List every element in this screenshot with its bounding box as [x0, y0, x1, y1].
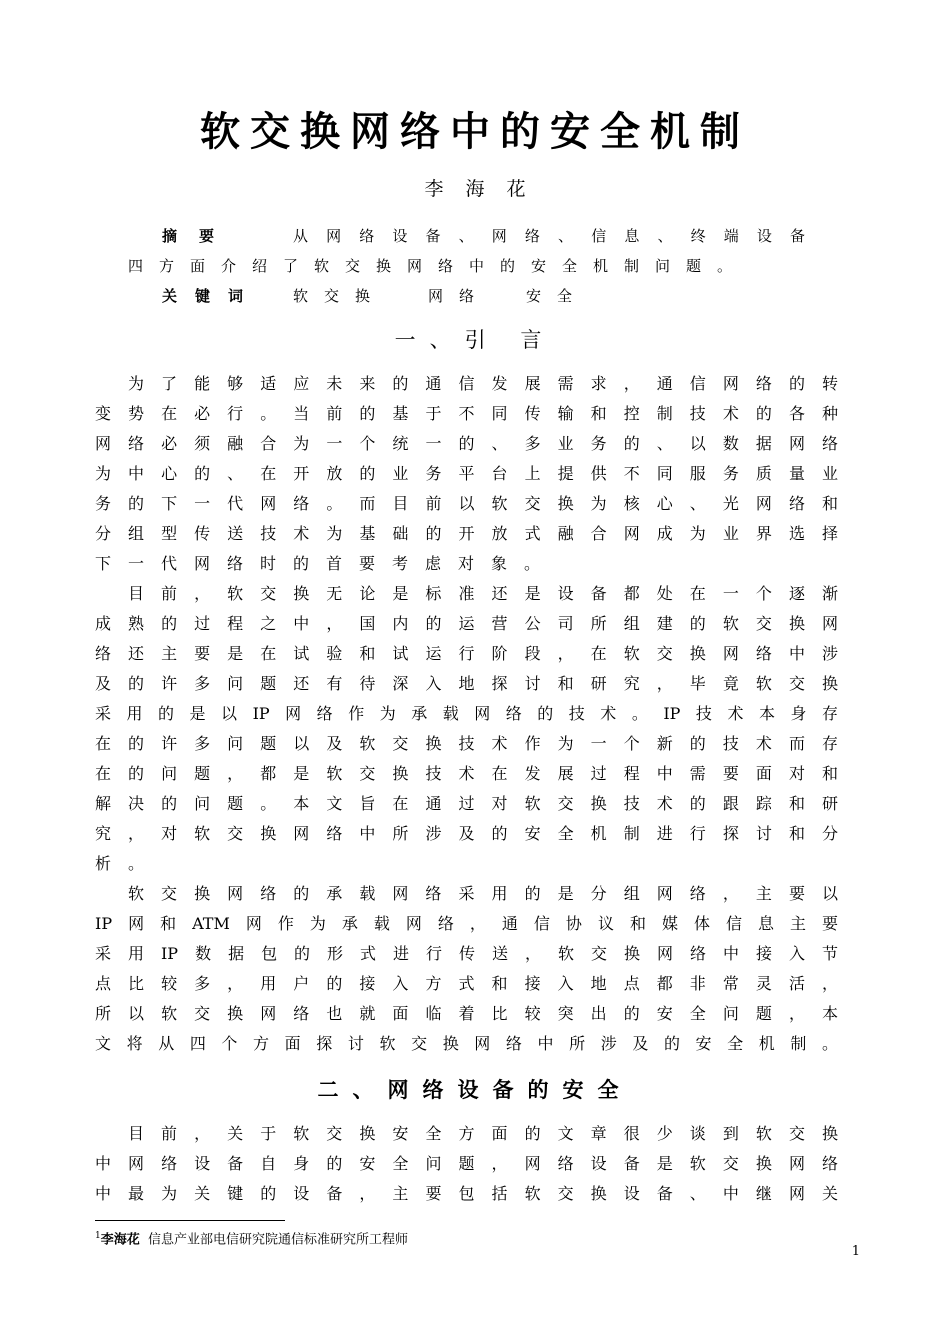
body-line: 网络必须融合为一个统一的、多业务的、以数据网络 — [95, 434, 838, 453]
footnote — [95, 1226, 408, 1250]
body-line: 为了能够适应未来的通信发展需求，通信网络的转 — [128, 374, 838, 393]
body-line: 成熟的过程之中，国内的运营公司所组建的软交换网 — [95, 614, 838, 633]
body-line: 务的下一代网络。而目前以软交换为核心、光网络和 — [95, 494, 838, 513]
body-line: 变势在必行。当前的基于不同传输和控制技术的各种 — [95, 404, 838, 423]
body-line: 文将从四个方面探讨软交换网络中所涉及的安全机制。 — [95, 1034, 838, 1053]
keyword-2: 网络 — [428, 287, 491, 305]
footnote-text: 信息产业部电信研究院通信标准研究所工程师 — [148, 1232, 409, 1248]
body-line: 中最为关键的设备，主要包括软交换设备、中继网关 — [95, 1184, 838, 1203]
section-1-heading: 一、引 言 — [394, 328, 556, 352]
document-title: 软交换网络中的安全机制 — [200, 109, 750, 155]
section-2-heading: 二、网络设备的安全 — [317, 1078, 633, 1102]
body-line: 解决的问题。本文旨在通过对软交换技术的跟踪和研 — [95, 794, 838, 813]
body-line: 络还主要是在试验和试运行阶段，在软交换网络中涉 — [95, 644, 838, 663]
body-line: 究，对软交换网络中所涉及的安全机制进行探讨和分 — [95, 824, 838, 843]
body-line: 目前，关于软交换安全方面的文章很少谈到软交换 — [128, 1124, 838, 1143]
body-line: 析。 — [95, 854, 162, 873]
keyword-1: 软交换 — [293, 287, 387, 305]
body-line: 下一代网络时的首要考虑对象。 — [95, 554, 558, 573]
body-line: 软交换网络的承载网络采用的是分组网络，主要以 — [128, 884, 838, 903]
author-name: 李海花 — [424, 178, 548, 200]
body-line: 在的问题，都是软交换技术在发展过程中需要面对和 — [95, 764, 838, 783]
body-line: 点比较多，用户的接入方式和接入地点都非常灵活， — [95, 974, 838, 993]
keyword-3: 安全 — [526, 287, 589, 305]
footnote-marker: 1 — [95, 1231, 101, 1241]
body-line: 所以软交换网络也就面临着比较突出的安全问题，本 — [95, 1004, 838, 1023]
abstract-label: 摘要 — [162, 227, 237, 245]
body-line: 分组型传送技术为基础的开放式融合网成为业界选择 — [95, 524, 838, 543]
body-line: 及的许多问题还有待深入地探讨和研究，毕竟软交换 — [95, 674, 838, 693]
body-line: 在的许多问题以及软交换技术作为一个新的技术而存 — [95, 734, 838, 753]
page-number: 1 — [851, 1244, 860, 1259]
body-line: 目前，软交换无论是标准还是设备都处在一个逐渐 — [128, 584, 838, 603]
abstract-line-2: 四方面介绍了软交换网络中的安全机制问题。 — [128, 257, 749, 275]
footnote-rule — [95, 1220, 285, 1221]
body-line: IP网和ATM网作为承载网络，通信协议和媒体信息主要 — [95, 914, 838, 933]
abstract-line-1: 从网络设备、网络、信息、终端设备 — [293, 227, 805, 245]
keywords-label: 关键词 — [162, 287, 262, 305]
body-line: 为中心的、在开放的业务平台上提供不同服务质量业 — [95, 464, 838, 483]
body-line: 采用IP数据包的形式进行传送，软交换网络中接入节 — [95, 944, 838, 963]
body-line: 采用的是以IP网络作为承载网络的技术。IP技术本身存 — [95, 704, 838, 723]
footnote-author: 李海花 — [100, 1232, 140, 1248]
body-line: 中网络设备自身的安全问题，网络设备是软交换网络 — [95, 1154, 838, 1173]
